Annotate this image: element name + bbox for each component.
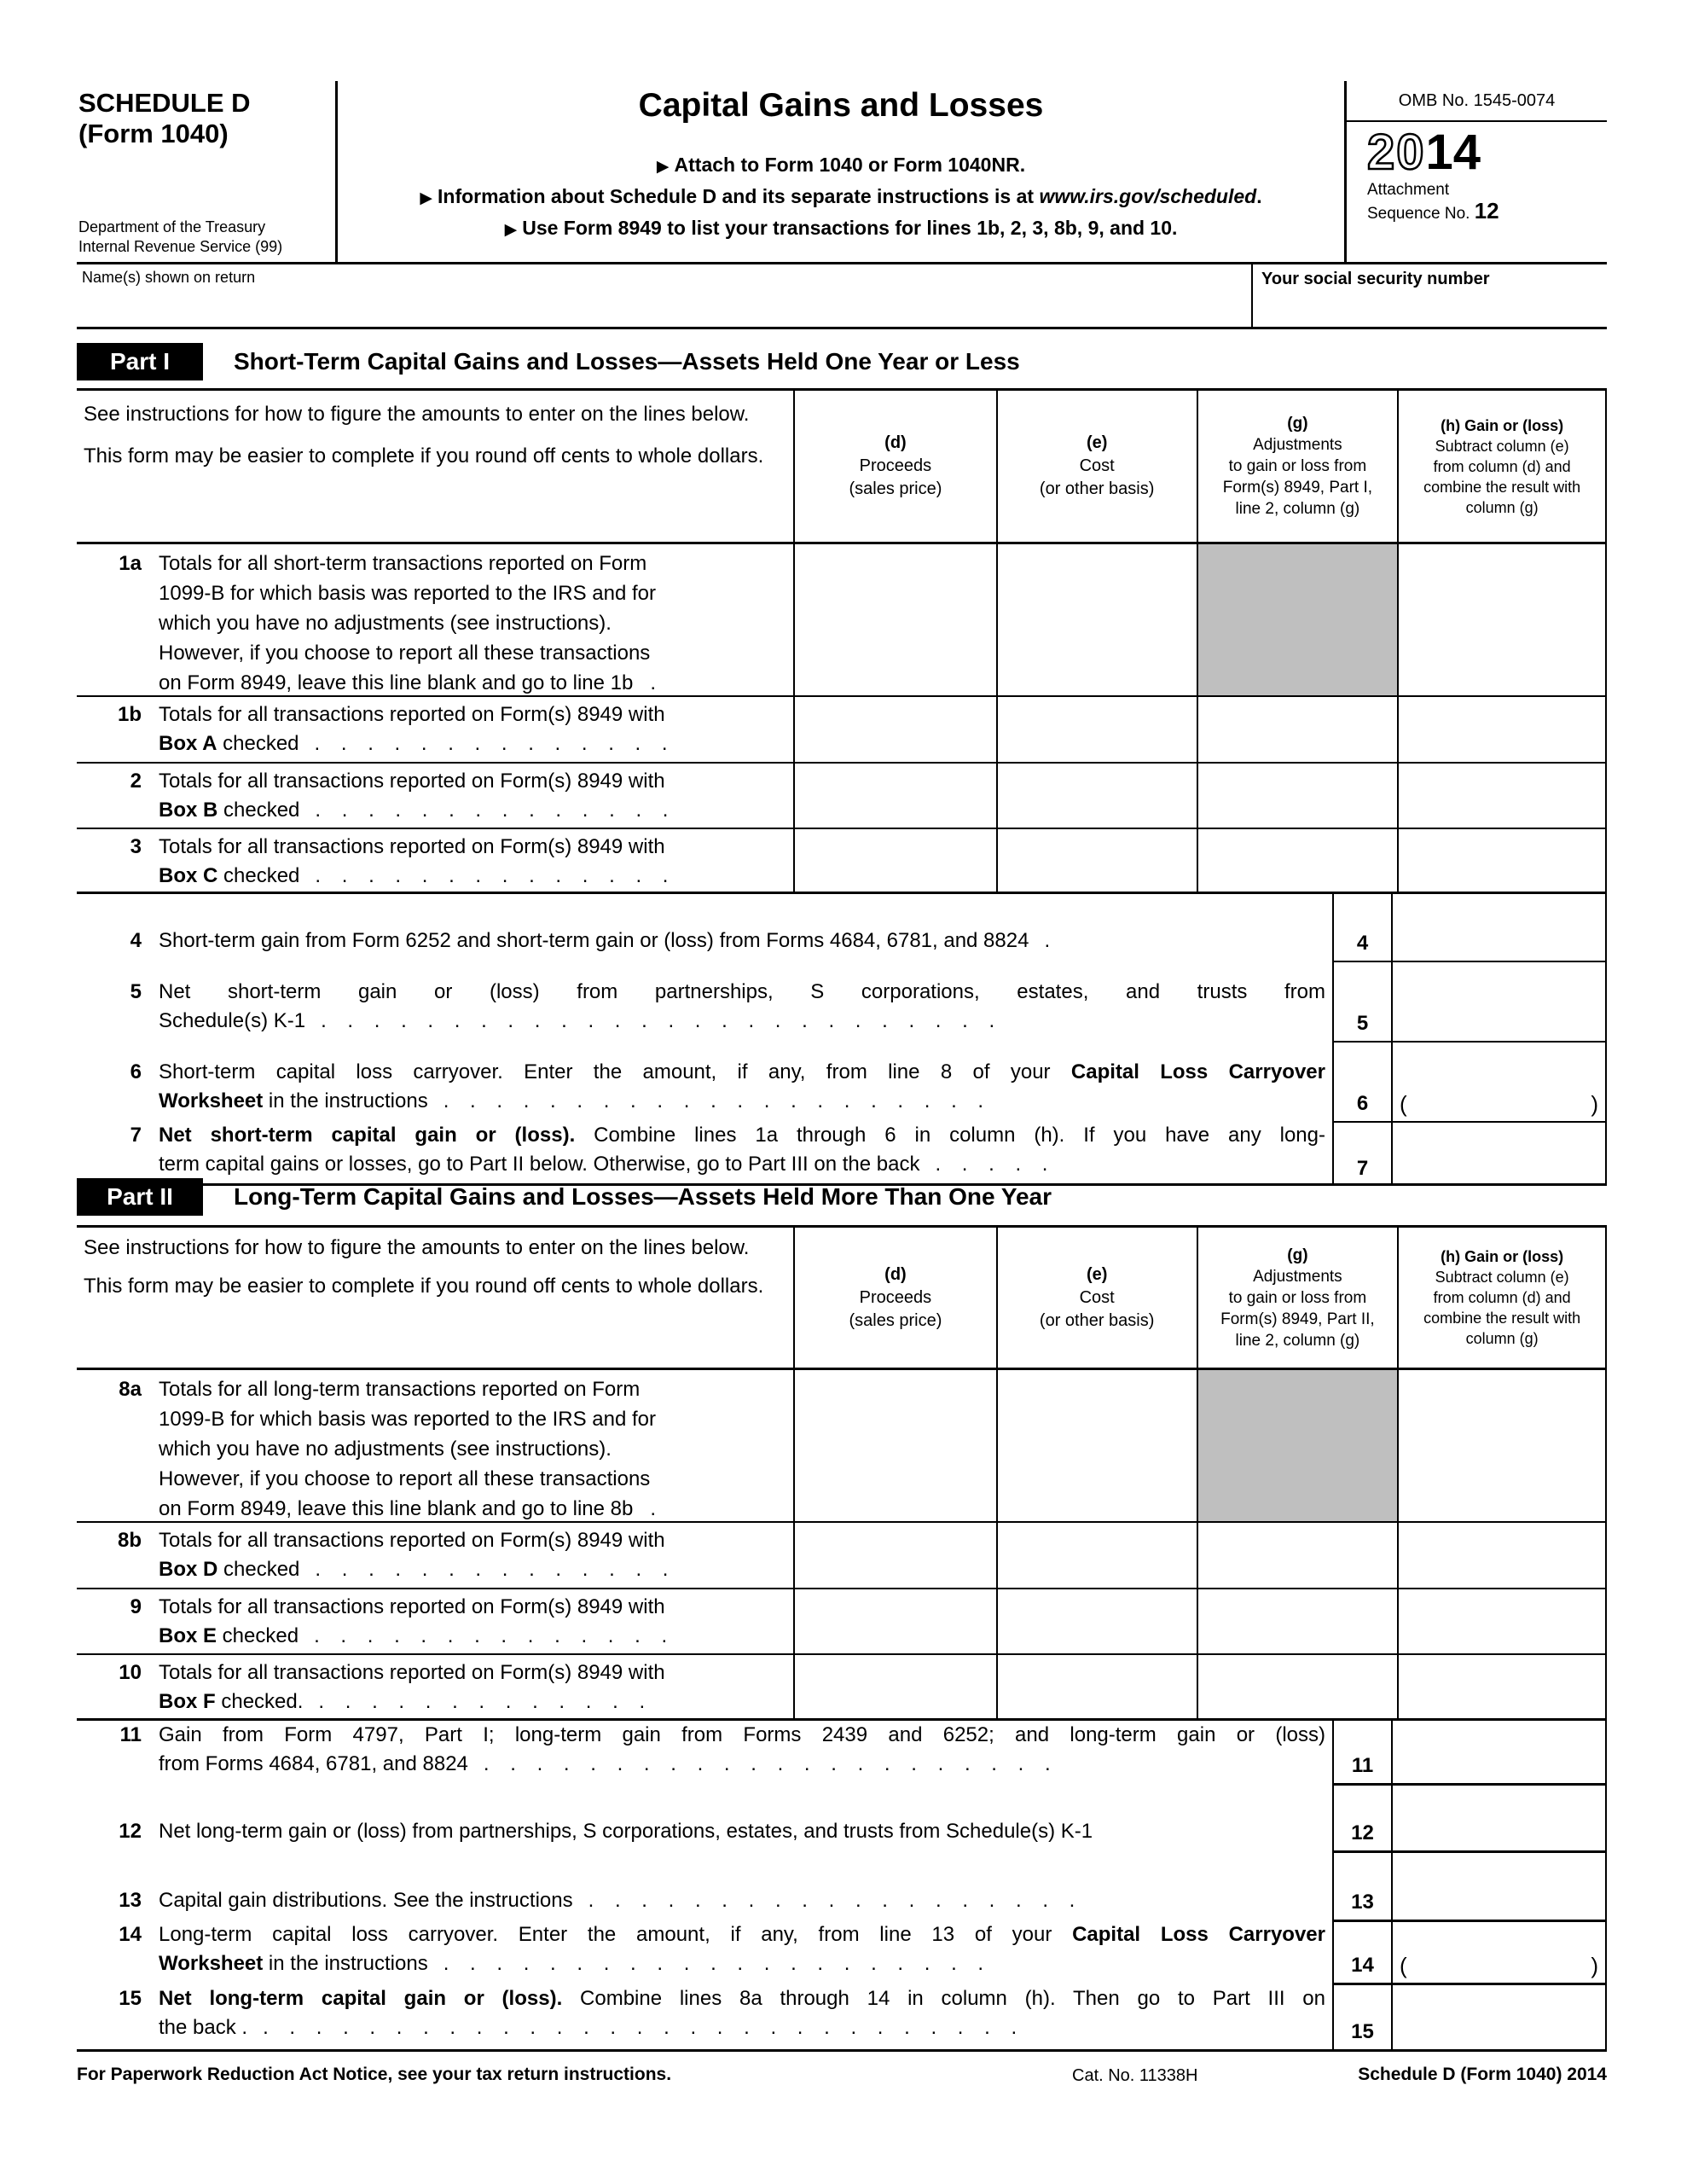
row-13-line-number-box: 13 [1332, 1853, 1393, 1922]
line-number: 4 [130, 929, 142, 952]
row-3-adjustments-cell[interactable] [1197, 829, 1398, 892]
row-14-description: 14 Long-term capital loss carryover. Enter the amount, if any, from line 13 of your Capital Loss Carryover Worksheet in the instructions . . . . . . . . . . . . . . . . . . . . . [77, 1922, 1332, 1985]
row-13 [77, 1853, 1605, 1922]
row-4-description: 4 Short-term gain from Form 6252 and short-term gain or (loss) from Forms 4684, 6781, and 8824 . [77, 894, 1332, 962]
row-2-description: 2 Totals for all transactions reported on Form(s) 8949 with Box B checked . . . . . . . . . . . . . . [77, 764, 793, 828]
row-8b [77, 1523, 1605, 1589]
row-1b-description: 1b Totals for all transactions reported on Form(s) 8949 with Box A checked . . . . . . . . . . . . . . [77, 697, 793, 762]
row-12-description: 12 Net long-term gain or (loss) from partnerships, S corporations, estates, and trusts from Schedule(s) K-1 [77, 1786, 1332, 1853]
line-number: 8b [117, 1529, 142, 1552]
dot-leader: . . . . . . . . . . . . . . [314, 732, 668, 755]
name-field[interactable] [77, 288, 1245, 329]
line-number: 1b [117, 703, 142, 726]
part2-bar [77, 1177, 1607, 1217]
part2-column-header-row [77, 1228, 1605, 1370]
row-1a-adjustments-cell-shaded [1197, 544, 1398, 695]
row-9-cost-cell[interactable] [996, 1589, 1197, 1653]
name-row [77, 262, 1607, 329]
row-13-amount-cell[interactable] [1393, 1853, 1605, 1922]
row-15-line-number-box: 15 [1332, 1985, 1393, 2049]
line-number: 3 [130, 835, 142, 858]
arrow-right-icon: ▶ [504, 221, 518, 239]
row-8a-description: 8a Totals for all long-term transactions reported on Form 1099-B for which basis was reported to the IRS and for which you have no adjustments (see instructions). However, if you choose to report all these transactions on Form 8949, leave this line blank and go to line 8b . [77, 1370, 793, 1521]
row-7-line-number-box: 7 [1332, 1123, 1393, 1186]
dot-leader: . [1044, 929, 1051, 952]
form-footer [77, 2065, 1607, 2094]
row-8b-cost-cell[interactable] [996, 1523, 1197, 1588]
part1-title: Short-Term Capital Gains and Losses—Assets Held One Year or Less [234, 348, 1020, 375]
part2-intro1: See instructions for how to figure the amounts to enter on the lines below. [84, 1236, 750, 1259]
part1-intro2: This form may be easier to complete if you round off cents to whole dollars. [84, 444, 764, 468]
paperwork-notice: For Paperwork Reduction Act Notice, see your tax return instructions. [77, 2065, 672, 2084]
row-1a-description: 1a Totals for all short-term transactions reported on Form 1099-B for which basis was reported to the IRS and for which you have no adjustments (see instructions). However, if you choose to report all these transactions on Form 8949, leave this line blank and go to line 1b . [77, 544, 793, 695]
row-3-gain-loss-cell[interactable] [1397, 829, 1605, 892]
row-12 [77, 1786, 1605, 1853]
row-12-line-number-box: 12 [1332, 1786, 1393, 1853]
part1-col-e-header: (e) Cost (or other basis) [996, 391, 1197, 542]
tax-year [1347, 122, 1607, 178]
line-number: 5 [130, 980, 142, 1003]
arrow-right-icon: ▶ [656, 158, 670, 176]
row-6-amount-cell[interactable] [1393, 1043, 1605, 1123]
dot-leader: . . . . . [935, 1153, 1048, 1176]
part2-intro-cell [77, 1228, 793, 1368]
part2-col-d-header: (d) Proceeds (sales price) [793, 1228, 996, 1368]
row-10-proceeds-cell[interactable] [793, 1655, 996, 1719]
part2-label: Part II [77, 1178, 203, 1216]
form-number-label: (Form 1040) [78, 119, 229, 148]
form8949-instruction: ▶ Use Form 8949 to list your transactions for lines 1b, 2, 3, 8b, 9, and 10. [504, 217, 1178, 239]
line-number: 1a [119, 552, 142, 575]
paren-close: ) [1591, 1091, 1598, 1117]
line-number: 12 [119, 1820, 142, 1843]
attach-instruction: ▶ Attach to Form 1040 or Form 1040NR. [656, 154, 1026, 176]
part1-column-header-row [77, 391, 1605, 544]
part1-col-h-header: (h) Gain or (loss) Subtract column (e) from column (d) and combine the result with column (g) [1397, 391, 1605, 542]
row-8a [77, 1370, 1605, 1523]
row-5-line-number-box: 5 [1332, 962, 1393, 1043]
part1-intro1: See instructions for how to figure the amounts to enter on the lines below. [84, 403, 750, 426]
catalog-number: Cat. No. 11338H [1072, 2066, 1198, 2085]
row-7-description: 7 Net short-term capital gain or (loss). Combine lines 1a through 6 in column (h). If you have any long- term capital gains or losses, go to Part II below. Otherwise, go to Part III on the back . . . . . [77, 1123, 1332, 1186]
paren-close: ) [1591, 1953, 1598, 1978]
ssn-field-label: Your social security number [1261, 270, 1490, 288]
row-4-amount-cell[interactable] [1393, 894, 1605, 962]
row-3-description: 3 Totals for all transactions reported on Form(s) 8949 with Box C checked . . . . . . . . . . . . . . [77, 829, 793, 892]
dot-leader: . . . . . . . . . . . . . . . . . . . . . [443, 1952, 984, 1975]
dot-leader: . . . . . . . . . . . . . . . . . . . . . . [483, 1752, 1051, 1775]
dot-leader: . . . . . . . . . . . . . . [314, 1624, 668, 1647]
part2-col-h-header: (h) Gain or (loss) Subtract column (e) from column (d) and combine the result with column (g) [1397, 1228, 1605, 1368]
row-9-proceeds-cell[interactable] [793, 1589, 996, 1653]
dot-leader: . . . . . . . . . . . . . . . . . . . . . [443, 1089, 984, 1112]
line-number: 8a [119, 1378, 142, 1401]
line-number: 15 [119, 1987, 142, 2010]
row-12-amount-cell[interactable] [1393, 1786, 1605, 1853]
row-8a-adjustments-cell-shaded [1197, 1370, 1398, 1521]
irs-url: www.irs.gov/scheduled [1039, 185, 1257, 207]
row-3-cost-cell[interactable] [996, 829, 1197, 892]
row-6-line-number-box: 6 [1332, 1043, 1393, 1123]
row-10-adjustments-cell[interactable] [1197, 1655, 1398, 1719]
row-2-cost-cell[interactable] [996, 764, 1197, 828]
row-14 [77, 1922, 1605, 1985]
dot-leader: . . . . . . . . . . . . . . . . . . . . . . . . . . [321, 1009, 995, 1032]
row-11-description: 11 Gain from Form 4797, Part I; long-term gain from Forms 2439 and 6252; and long-term gain or (loss) from Forms 4684, 6781, and 8824 . . . . . . . . . . . . . . . . . . . . . . [77, 1721, 1332, 1786]
agency-line1: Department of the Treasury [78, 218, 266, 235]
row-8b-gain-loss-cell[interactable] [1397, 1523, 1605, 1588]
info-instruction: ▶ Information about Schedule D and its separate instructions is at www.irs.gov/scheduled. [420, 185, 1262, 207]
name-field-label: Name(s) shown on return [82, 269, 256, 286]
row-8b-description: 8b Totals for all transactions reported on Form(s) 8949 with Box D checked . . . . . . . . . . . . . . [77, 1523, 793, 1588]
row-1b-proceeds-cell[interactable] [793, 697, 996, 762]
line-number: 7 [130, 1124, 142, 1147]
row-10-cost-cell[interactable] [996, 1655, 1197, 1719]
line-number: 9 [130, 1595, 142, 1618]
row-3-proceeds-cell[interactable] [793, 829, 996, 892]
form-title: Capital Gains and Losses [638, 87, 1044, 124]
row-1b [77, 697, 1605, 764]
omb-number: OMB No. 1545-0074 [1347, 81, 1607, 122]
row-9 [77, 1589, 1605, 1655]
row-10 [77, 1655, 1605, 1719]
row-8b-proceeds-cell[interactable] [793, 1523, 996, 1588]
dot-leader: . . . . . . . . . . . . . . . . . . . . . . . . . . . . . [263, 2016, 1017, 2039]
year-solid-digits: 14 [1425, 125, 1481, 180]
row-7-amount-cell[interactable] [1393, 1123, 1605, 1186]
row-14-amount-cell[interactable] [1393, 1922, 1605, 1985]
row-2-gain-loss-cell[interactable] [1397, 764, 1605, 828]
row-15 [77, 1985, 1605, 2049]
form-id-block [77, 81, 338, 262]
row-7 [77, 1123, 1605, 1186]
line-number: 10 [119, 1661, 142, 1684]
dot-leader: . . . . . . . . . . . . . . [315, 1558, 669, 1581]
paren-open: ( [1400, 1953, 1407, 1978]
part1-bar [77, 341, 1607, 382]
row-10-gain-loss-cell[interactable] [1397, 1655, 1605, 1719]
part1-label: Part I [77, 343, 203, 380]
row-15-amount-cell[interactable] [1393, 1985, 1605, 2049]
omb-year-block [1344, 81, 1607, 262]
row-13-description: 13 Capital gain distributions. See the instructions . . . . . . . . . . . . . . . . . . . [77, 1853, 1332, 1922]
row-8a-gain-loss-cell[interactable] [1397, 1370, 1605, 1521]
row-2-adjustments-cell[interactable] [1197, 764, 1398, 828]
row-3 [77, 829, 1605, 892]
row-1a-cost-cell[interactable] [996, 544, 1197, 695]
arrow-right-icon: ▶ [420, 189, 432, 207]
line-number: 13 [119, 1889, 142, 1912]
schedule-label: SCHEDULE D [78, 88, 251, 118]
part2-title: Long-Term Capital Gains and Losses—Assets Held More Than One Year [234, 1183, 1052, 1210]
part1-lines-4-7 [77, 894, 1607, 1186]
row-1a-proceeds-cell[interactable] [793, 544, 996, 695]
agency-line2: Internal Revenue Service (99) [78, 238, 283, 255]
year-outline-digits: 20 [1367, 125, 1426, 180]
part1-col-d-header: (d) Proceeds (sales price) [793, 391, 996, 542]
row-11 [77, 1721, 1605, 1786]
ssn-field[interactable] [1251, 264, 1607, 327]
part2-col-g-header: (g) Adjustments to gain or loss from Form(s) 8949, Part II, line 2, column (g) [1197, 1228, 1398, 1368]
row-11-amount-cell[interactable] [1393, 1721, 1605, 1786]
part2-intro2: This form may be easier to complete if you round off cents to whole dollars. [84, 1275, 764, 1298]
line-number: 2 [130, 770, 142, 793]
row-9-adjustments-cell[interactable] [1197, 1589, 1398, 1653]
row-8a-proceeds-cell[interactable] [793, 1370, 996, 1521]
row-5-amount-cell[interactable] [1393, 962, 1605, 1043]
row-9-gain-loss-cell[interactable] [1397, 1589, 1605, 1653]
part2-lines-11-15 [77, 1721, 1607, 2052]
row-1b-cost-cell[interactable] [996, 697, 1197, 762]
row-1b-adjustments-cell[interactable] [1197, 697, 1398, 762]
line-number: 14 [119, 1923, 142, 1946]
form-title-block [340, 84, 1342, 245]
dot-leader: . . . . . . . . . . . . . [318, 1690, 646, 1713]
row-1a-gain-loss-cell[interactable] [1397, 544, 1605, 695]
row-2 [77, 764, 1605, 829]
row-6-description: 6 Short-term capital loss carryover. Enter the amount, if any, from line 8 of your Capital Loss Carryover Worksheet in the instructions . . . . . . . . . . . . . . . . . . . . . [77, 1043, 1332, 1123]
row-5-description: 5 Net short-term gain or (loss) from partnerships, S corporations, estates, and trusts from Schedule(s) K-1 . . . . . . . . . . . . . . . . . . . . . . . . . . [77, 962, 1332, 1043]
row-1a [77, 544, 1605, 697]
row-8a-cost-cell[interactable] [996, 1370, 1197, 1521]
part1-table [77, 388, 1607, 894]
row-8b-adjustments-cell[interactable] [1197, 1523, 1398, 1588]
row-9-description: 9 Totals for all transactions reported on Form(s) 8949 with Box E checked . . . . . . . . . . . . . . [77, 1589, 793, 1653]
row-1b-gain-loss-cell[interactable] [1397, 697, 1605, 762]
row-6 [77, 1043, 1605, 1123]
attachment-sequence: Attachment Sequence No. 12 [1367, 181, 1499, 224]
row-4 [77, 894, 1605, 962]
row-14-line-number-box: 14 [1332, 1922, 1393, 1985]
form-id-footer: Schedule D (Form 1040) 2014 [1358, 2065, 1607, 2084]
row-11-line-number-box: 11 [1332, 1721, 1393, 1786]
row-10-description: 10 Totals for all transactions reported on Form(s) 8949 with Box F checked. . . . . . . . . . . . . . [77, 1655, 793, 1719]
paren-open: ( [1400, 1091, 1407, 1117]
part1-intro-cell [77, 391, 793, 542]
row-5 [77, 962, 1605, 1043]
row-2-proceeds-cell[interactable] [793, 764, 996, 828]
line-number: 11 [119, 1723, 142, 1746]
dot-leader: . . . . . . . . . . . . . . [315, 799, 669, 822]
sequence-number: 12 [1474, 198, 1499, 224]
part1-col-g-header: (g) Adjustments to gain or loss from Form(s) 8949, Part I, line 2, column (g) [1197, 391, 1398, 542]
dot-leader: . . . . . . . . . . . . . . . . . . . [588, 1889, 1075, 1912]
row-15-description: 15 Net long-term capital gain or (loss). Combine lines 8a through 14 in column (h). Then go to Part III on the back . . . . . . . . . . . . . . . . . . . . . . . . . . . . . . [77, 1985, 1332, 2049]
line-number: 6 [130, 1060, 142, 1083]
dot-leader: . . . . . . . . . . . . . . [315, 864, 669, 887]
row-4-line-number-box: 4 [1332, 894, 1393, 962]
part2-col-e-header: (e) Cost (or other basis) [996, 1228, 1197, 1368]
part2-table [77, 1225, 1607, 1721]
